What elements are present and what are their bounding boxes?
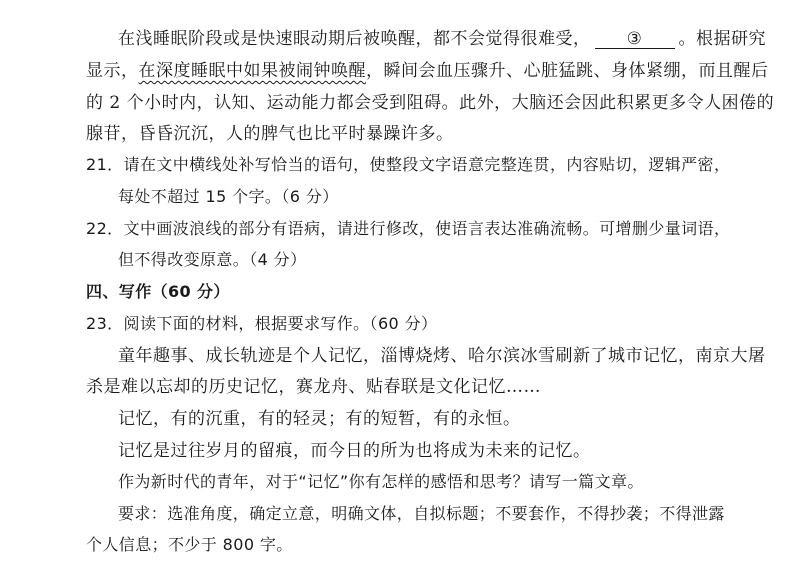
passage-text: ，瞬间会血压骤升、心脏猛跳、身体紧绷，而且醒后 <box>366 61 769 81</box>
writing-task: 作为新时代的青年，对于“记忆”你有怎样的感悟和思考？请写一篇文章。 <box>118 472 644 491</box>
material-line-3: 记忆，有的沉重，有的轻灵；有的短暂，有的永恒。 <box>118 409 521 429</box>
section-title: 四、写作（60 分） <box>86 282 230 301</box>
passage-text: 。根据研究 <box>678 29 766 49</box>
passage-line-2 <box>86 60 769 82</box>
passage-line-1 <box>118 28 766 50</box>
passage-text: 在浅睡眠阶段或是快速眼动期后被唤醒，都不会觉得很难受， <box>118 29 591 49</box>
requirement-line-1: 要求：选准角度，确定立意，明确文体，自拟标题；不要套作，不得抄袭；不得泄露 <box>118 504 725 523</box>
material-line-1: 童年趣事、成长轨迹是个人记忆，淄博烧烤、哈尔滨冰雪刷新了城市记忆，南京大屠 <box>118 346 766 366</box>
question-22-cont: 但不得改变原意。（4 分） <box>118 250 307 269</box>
answer-blank-3: ③ <box>595 30 675 49</box>
passage-line-3: 的 2 个小时内，认知、运动能力都会受到阻碍。此外，大脑还会因此积累更多令人困倦的 <box>86 93 775 113</box>
passage-line-4: 腺苷，昏昏沉沉，人的脾气也比平时暴躁许多。 <box>86 124 454 144</box>
material-line-4: 记忆是过往岁月的留痕，而今日的所为也将成为未来的记忆。 <box>118 441 591 461</box>
question-22: 22．文中画波浪线的部分有语病，请进行修改，使语言表达准确流畅。可增删少量词语， <box>86 219 731 238</box>
question-21-cont: 每处不超过 15 个字。（6 分） <box>118 187 339 206</box>
material-line-2: 杀是难以忘却的历史记忆，赛龙舟、贴春联是文化记忆…… <box>86 377 541 397</box>
question-23: 23．阅读下面的材料，根据要求写作。（60 分） <box>86 314 438 333</box>
passage-text: 显示， <box>86 61 139 81</box>
question-21: 21．请在文中横线处补写恰当的语句，使整段文字语意完整连贯，内容贴切，逻辑严密， <box>86 155 731 174</box>
requirement-line-2: 个人信息；不少于 800 字。 <box>86 535 293 554</box>
wavy-underlined-text: 在深度睡眠中如果被闹钟唤醒 <box>138 61 366 81</box>
